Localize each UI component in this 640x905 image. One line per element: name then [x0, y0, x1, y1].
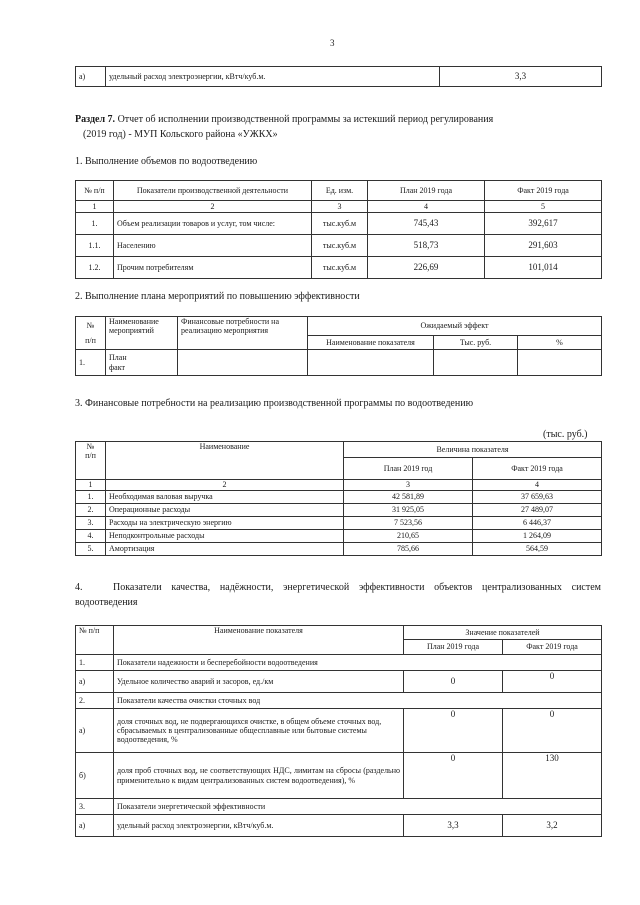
- cell: Населению: [114, 235, 312, 257]
- cell: [518, 350, 602, 376]
- cell: [434, 350, 518, 376]
- col-header: Финансовые потребности на реализацию мероприятия: [178, 317, 308, 350]
- s2-heading: 2. Выполнение плана мероприятий по повышению эффективности: [75, 291, 360, 302]
- cell: 226,69: [368, 257, 485, 279]
- index-cell: 2: [114, 201, 312, 213]
- index-cell: 5: [485, 201, 602, 213]
- s3-unit: (тыс. руб.): [543, 429, 588, 440]
- table-row: [76, 709, 602, 753]
- cell: 6 446,37: [473, 517, 602, 530]
- cell: 3,2: [503, 815, 602, 837]
- cell: 1 264,09: [473, 530, 602, 543]
- s4-heading-num: 4.: [75, 582, 83, 593]
- s2-table: [75, 316, 602, 376]
- col-header: Наименование показателя: [308, 336, 434, 350]
- table-row: [76, 517, 602, 530]
- cell: а): [76, 671, 114, 693]
- cell: 27 489,07: [473, 504, 602, 517]
- cell: 1.2.: [76, 257, 114, 279]
- section-label: Раздел 7.: [75, 114, 116, 125]
- cell: 392,617: [485, 213, 602, 235]
- col-header: Факт 2019 года: [473, 458, 602, 480]
- index-cell: 4: [473, 480, 602, 491]
- cell: доля сточных вод, не подвергающихся очистке, в общем объеме сточных вод, сбрасываемых в централизованные общесплавные или бытовые системы водоотведения, %: [114, 709, 404, 753]
- s4-heading: [75, 580, 601, 610]
- group-row: [76, 693, 602, 709]
- cell: 745,43: [368, 213, 485, 235]
- group-row: [76, 799, 602, 815]
- table-row: [76, 753, 602, 799]
- s1-table: [75, 180, 602, 279]
- col-header: Ожидаемый эффект: [308, 317, 602, 336]
- cell: 564,59: [473, 543, 602, 556]
- table-row: [76, 543, 602, 556]
- col-header: План 2019 года: [404, 640, 503, 655]
- col-header: Величина показателя: [344, 442, 602, 458]
- table-row: [76, 235, 602, 257]
- cell: 5.: [76, 543, 106, 556]
- index-cell: 3: [312, 201, 368, 213]
- s1-heading: 1. Выполнение объемов по водоотведению: [75, 156, 258, 167]
- cell: 1.: [76, 491, 106, 504]
- index-cell: 4: [368, 201, 485, 213]
- page-number: 3: [330, 38, 335, 48]
- table-row: [76, 530, 602, 543]
- col-header: Факт 2019 года: [503, 640, 602, 655]
- col-header: Наименование: [106, 442, 344, 480]
- cell: а): [76, 815, 114, 837]
- group-row: [76, 655, 602, 671]
- cell: 1.: [76, 213, 114, 235]
- col-header: Наименование показателя: [114, 626, 404, 655]
- cell: 42 581,89: [344, 491, 473, 504]
- cell: 291,603: [485, 235, 602, 257]
- row-name: удельный расход электроэнергии, кВтч/куб.м.: [106, 67, 440, 87]
- s4-table: [75, 625, 602, 837]
- cell: 2.: [76, 504, 106, 517]
- col-header: Тыс. руб.: [434, 336, 518, 350]
- index-cell: 1: [76, 480, 106, 491]
- cell: 7 523,56: [344, 517, 473, 530]
- row-num: а): [76, 67, 106, 87]
- cell: 785,66: [344, 543, 473, 556]
- table-row: [76, 350, 602, 376]
- cell: [308, 350, 434, 376]
- cell: Неподконтрольные расходы: [106, 530, 344, 543]
- cell: тыс.куб.м: [312, 213, 368, 235]
- cell: 37 659,63: [473, 491, 602, 504]
- index-cell: 2: [106, 480, 344, 491]
- col-header: Наименование мероприятий: [106, 317, 178, 350]
- col-header-num: [76, 317, 106, 350]
- cell: 101,014: [485, 257, 602, 279]
- table-header: [76, 317, 602, 336]
- cell: 210,65: [344, 530, 473, 543]
- col-header: п/п: [85, 336, 96, 345]
- cell: тыс.куб.м: [312, 257, 368, 279]
- cell: 4.: [76, 530, 106, 543]
- cell: 1.1.: [76, 235, 114, 257]
- table-row: [76, 67, 602, 87]
- table-row: [76, 671, 602, 693]
- cell: 518,73: [368, 235, 485, 257]
- s3-heading: 3. Финансовые потребности на реализацию производственной программы по водоотведению: [75, 398, 474, 409]
- col-header: № п/п: [76, 181, 114, 201]
- group-title: Показатели качества очистки сточных вод: [114, 693, 602, 709]
- s4-heading-text: Показатели качества, надёжности, энергетической эффективности объектов централизованных систем водоотведения: [75, 582, 601, 608]
- cell: 0: [404, 753, 503, 799]
- section-title-line2: (2019 год) - МУП Кольского района «УЖКХ»: [83, 129, 278, 140]
- cell: 3.: [76, 799, 114, 815]
- col-header: План 2019 год: [344, 458, 473, 480]
- cell: доля проб сточных вод, не соответствующих НДС, лимитам на сбросы (раздельно применительно к видам централизованных систем водоотведения), %: [114, 753, 404, 799]
- cell: Необходимая валовая выручка: [106, 491, 344, 504]
- index-cell: 3: [344, 480, 473, 491]
- index-row: [76, 201, 602, 213]
- cell: 3.: [76, 517, 106, 530]
- cell: Операционные расходы: [106, 504, 344, 517]
- col-header: Показатели производственной деятельности: [114, 181, 312, 201]
- col-header: План 2019 года: [368, 181, 485, 201]
- index-cell: 1: [76, 201, 114, 213]
- col-header: Значение показателей: [404, 626, 602, 640]
- top-table: [75, 66, 602, 87]
- col-header: п/п: [85, 451, 96, 461]
- table-row: [76, 213, 602, 235]
- index-row: [76, 480, 602, 491]
- col-header: Факт 2019 года: [485, 181, 602, 201]
- cell: а): [76, 709, 114, 753]
- cell: 0: [404, 671, 503, 693]
- table-row: [76, 491, 602, 504]
- col-header: №: [86, 442, 95, 451]
- cell: 3,3: [404, 815, 503, 837]
- cell: б): [76, 753, 114, 799]
- col-header: Ед. изм.: [312, 181, 368, 201]
- cell: 0: [404, 709, 503, 753]
- cell: 0: [503, 709, 602, 753]
- cell: Удельное количество аварий и засоров, ед./км: [114, 671, 404, 693]
- cell: [178, 350, 308, 376]
- table-row: [76, 504, 602, 517]
- section-title: [75, 112, 615, 142]
- cell: 31 925,05: [344, 504, 473, 517]
- col-header: %: [518, 336, 602, 350]
- cell: 130: [503, 753, 602, 799]
- cell-fact: факт: [109, 362, 126, 372]
- table-header: [76, 442, 602, 458]
- cell: 2.: [76, 693, 114, 709]
- col-header: № п/п: [76, 626, 114, 655]
- col-header: №: [86, 320, 95, 330]
- table-row: [76, 257, 602, 279]
- cell: удельный расход электроэнергии, кВтч/куб.м.: [114, 815, 404, 837]
- s3-table: [75, 441, 602, 556]
- group-title: Показатели надежности и бесперебойности водоотведения: [114, 655, 602, 671]
- cell: 1.: [76, 655, 114, 671]
- row-value: 3,3: [440, 67, 602, 87]
- cell: Амортизация: [106, 543, 344, 556]
- table-header: [76, 626, 602, 640]
- section-title-text: Отчет об исполнении производственной программы за истекший период регулирования: [115, 114, 494, 125]
- group-title: Показатели энергетической эффективности: [114, 799, 602, 815]
- cell: 0: [503, 671, 602, 693]
- table-row: [76, 815, 602, 837]
- cell-plan: План: [109, 353, 127, 363]
- cell: Прочим потребителям: [114, 257, 312, 279]
- cell: тыс.куб.м: [312, 235, 368, 257]
- cell: Расходы на электрическую энергию: [106, 517, 344, 530]
- cell: 1.: [76, 350, 106, 376]
- table-header: [76, 181, 602, 201]
- cell: Объем реализации товаров и услуг, том числе:: [114, 213, 312, 235]
